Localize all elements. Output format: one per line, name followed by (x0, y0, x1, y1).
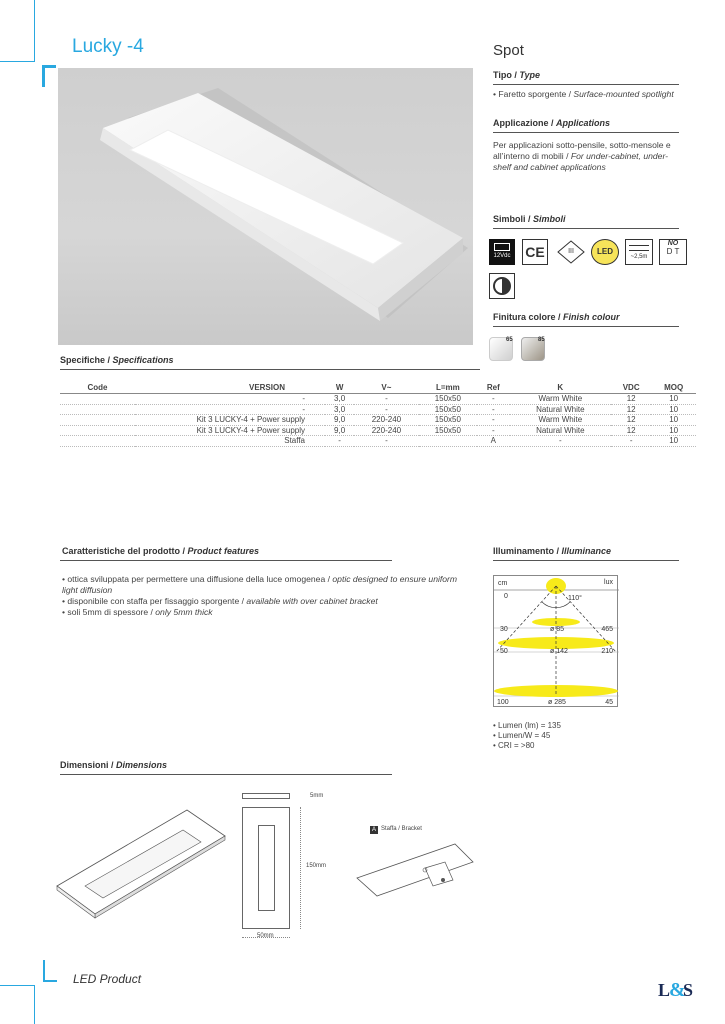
table-cell: 10 (651, 436, 696, 447)
col-vdc: VDC (611, 382, 651, 394)
illuminance-stats: • Lumen (lm) = 135 • Lumen/W = 45 • CRI = >80 (493, 721, 561, 750)
corner-line-top-v (34, 0, 35, 62)
brand-logo (658, 976, 698, 1000)
symbols-heading: Simboli / Simboli (493, 214, 566, 224)
table-cell: 150x50 (419, 404, 477, 415)
table-cell: 10 (651, 404, 696, 415)
table-cell: 150x50 (419, 415, 477, 426)
table-cell: 9,0 (325, 425, 354, 436)
no-dot-symbol: NO D T (659, 239, 687, 265)
table-cell (60, 425, 135, 436)
table-cell: - (477, 425, 510, 436)
col-w: W (325, 382, 354, 394)
feature-item: • disponibile con staffa per fissaggio sporgente / available with over cabinet bracket (62, 596, 378, 606)
applications-rule (493, 132, 679, 133)
table-cell: - (477, 404, 510, 415)
table-cell: - (477, 415, 510, 426)
illuminance-rule (493, 560, 679, 561)
table-cell: Staffa (135, 436, 325, 447)
svg-text:&: & (669, 979, 686, 1000)
row-cm: 100 (497, 699, 509, 706)
type-text: • Faretto sporgente / Surface-mounted spotlight (493, 89, 674, 99)
specs-rule (60, 369, 480, 370)
illuminance-heading: Illuminamento / Illuminance (493, 546, 612, 556)
corner-line-bottom-v (34, 985, 35, 1024)
features-heading: Caratteristiche del prodotto / Product features (62, 546, 260, 556)
finish-heading: Finitura colore / Finish colour (493, 312, 620, 322)
table-cell: 220-240 (354, 425, 418, 436)
col-code: Code (60, 382, 135, 394)
unit-right: lux (604, 579, 613, 586)
isometric-drawing (55, 808, 230, 920)
col-v: V~ (354, 382, 418, 394)
row-lux: 45 (605, 699, 613, 706)
col-l: L=mm (419, 382, 477, 394)
corner-line-bottom-h (0, 985, 35, 986)
title-bracket-v (42, 65, 45, 87)
feature-item: • soli 5mm di spessore / only 5mm thick (62, 607, 213, 617)
table-cell: 12 (611, 404, 651, 415)
specs-header-row (60, 382, 696, 394)
footer-bracket-v (43, 960, 45, 982)
svg-text:L: L (658, 980, 671, 1000)
table-cell: Kit 3 LUCKY-4 + Power supply (135, 425, 325, 436)
beam-angle: 110° (568, 595, 582, 602)
table-cell: Natural White (510, 425, 611, 436)
row-cm: 50 (500, 648, 508, 655)
table-cell: - (354, 436, 418, 447)
specs-table (60, 382, 696, 447)
table-cell: 12 (611, 415, 651, 426)
table-cell (60, 415, 135, 426)
table-cell: 150x50 (419, 394, 477, 405)
table-cell: Natural White (510, 404, 611, 415)
bracket-label: Staffa / Bracket (381, 826, 422, 832)
table-cell: Warm White (510, 415, 611, 426)
length-dimension-line (300, 807, 301, 929)
type-heading: Tipo / Type (493, 70, 541, 80)
table-row (60, 404, 696, 415)
col-moq: MOQ (651, 382, 696, 394)
table-cell: 12 (611, 425, 651, 436)
bracket-badge: A (371, 827, 376, 833)
col-version: VERSION (135, 382, 325, 394)
footer-product-line: LED Product (73, 972, 142, 986)
title-bracket-h (42, 65, 56, 68)
feature-item: • ottica sviluppata per permettere una diffusione della luce omogenea / optic designed to ensure uniform light diffusion (62, 574, 458, 595)
table-cell: 3,0 (325, 404, 354, 415)
front-view (242, 807, 290, 929)
applications-heading: Applicazione / Applications (493, 118, 611, 128)
col-k: K (510, 382, 611, 394)
table-cell: - (135, 404, 325, 415)
svg-text:S: S (683, 980, 694, 1000)
features-rule (60, 560, 392, 561)
table-cell: Kit 3 LUCKY-4 + Power supply (135, 415, 325, 426)
finish-swatch-65: 65 (489, 337, 513, 361)
side-view (242, 793, 290, 799)
table-cell (60, 436, 135, 447)
features-list (62, 574, 462, 618)
footer-bracket-h (43, 980, 57, 982)
row-lux: 465 (601, 626, 613, 633)
finish-rule (493, 326, 679, 327)
page-title: Lucky -4 (72, 36, 144, 57)
col-ref: Ref (477, 382, 510, 394)
type-rule (493, 84, 679, 85)
table-row (60, 394, 696, 405)
row-diameter: ø 85 (550, 626, 565, 633)
table-cell (60, 404, 135, 415)
row-lux: 210 (601, 648, 613, 655)
table-cell: 10 (651, 425, 696, 436)
thickness-label: 5mm (310, 793, 324, 799)
dimensions-rule (60, 774, 392, 775)
table-cell (419, 436, 477, 447)
table-cell: 10 (651, 415, 696, 426)
symbols-rule (493, 228, 679, 229)
length-label: 150mm (306, 863, 327, 869)
distance-symbol: ~2,5m (625, 239, 653, 265)
row-diameter: ø 142 (550, 648, 568, 655)
ce-symbol: CE (522, 239, 548, 265)
table-row (60, 436, 696, 447)
table-cell (60, 394, 135, 405)
table-cell: - (611, 436, 651, 447)
category-title: Spot (493, 42, 524, 59)
table-cell: 12 (611, 394, 651, 405)
row-diameter: ø 285 (548, 699, 566, 706)
dimmable-symbol (489, 273, 515, 299)
table-cell: A (477, 436, 510, 447)
specs-heading: Specifiche / Specifications (60, 355, 174, 365)
table-cell: - (510, 436, 611, 447)
table-cell: 150x50 (419, 425, 477, 436)
table-row (60, 425, 696, 436)
table-row (60, 415, 696, 426)
table-cell: 3,0 (325, 394, 354, 405)
voltage-symbol: 12Vdc (489, 239, 515, 265)
dimensions-heading: Dimensioni / Dimensions (60, 760, 168, 770)
table-cell: Warm White (510, 394, 611, 405)
table-cell: - (325, 436, 354, 447)
bracket-drawing (355, 840, 475, 900)
table-cell: - (354, 394, 418, 405)
table-cell: - (354, 404, 418, 415)
table-cell: - (477, 394, 510, 405)
corner-line-top-h (0, 61, 35, 62)
product-photo (58, 68, 473, 345)
row-cm: 30 (500, 626, 508, 633)
table-cell: 220-240 (354, 415, 418, 426)
applications-text: Per applicazioni sotto-pensile, sotto-mensole e all’interno di mobili / For under-cabinet, under-shelf and cabinet applications (493, 140, 671, 172)
class-iii-symbol: III (556, 239, 586, 265)
table-cell: 10 (651, 394, 696, 405)
unit-left: cm (498, 580, 508, 587)
table-cell: - (135, 394, 325, 405)
finish-swatch-85: 85 (521, 337, 545, 361)
table-cell: 9,0 (325, 415, 354, 426)
led-symbol: LED (591, 239, 619, 265)
width-label: 50mm (257, 933, 274, 939)
illuminance-diagram (493, 575, 618, 707)
row-cm: 0 (504, 593, 508, 600)
